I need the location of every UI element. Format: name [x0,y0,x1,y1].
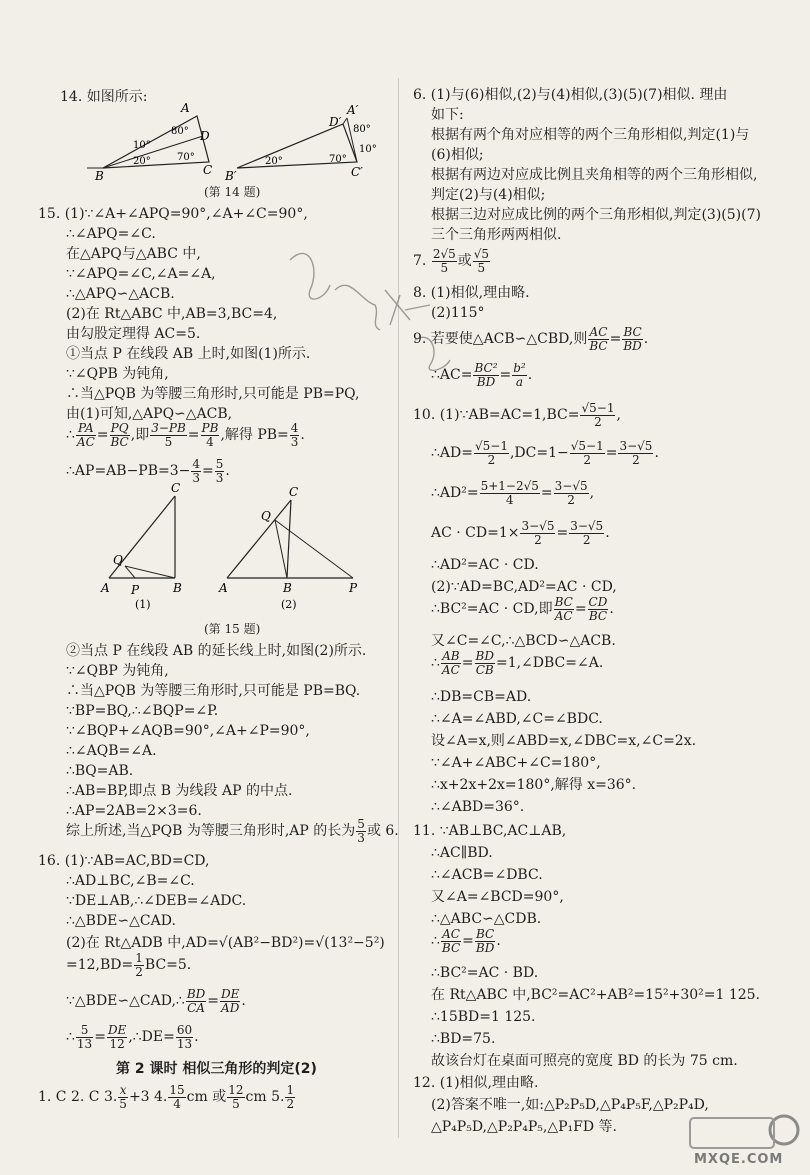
q15-line-13: ∴AP=AB−PB=3− $\frac{4}{3}$ = $\frac{5}{3}$ . [66,456,230,485]
q15-line-12: ∴ $\frac{PA}{AC}$ = $\frac{PQ}{BC}$ ,即 $\frac{3-PB}{5}$ = $\frac{PB}{4}$ ,解得 PB= $\frac{4}{3}$ . [66,420,305,449]
q15-line-4: ∵∠APQ=∠C,∠A=∠A, [66,266,216,282]
q16-line-8: ∴ $\frac{5}{13}$ = $\frac{DE}{12}$ ,∴DE= $\frac{60}{13}$ . [66,1022,199,1051]
fig14-angle-20b: 20° [265,156,283,167]
q16-line-7: ∵△BDE∽△CAD,∴ $\frac{BD}{CA}$ = $\frac{DE}{AD}$ . [66,986,246,1015]
q10-line-13: ∵∠A+∠ABC+∠C=180°, [431,755,601,771]
q15-conclusion: 综上所述,当△PQB 为等腰三角形时,AP 的长为 $\frac{5}{3}$ 或 6. [66,816,399,845]
q16-line-2: ∴AD⊥BC,∠B=∠C. [66,873,195,889]
q15-line-9: ∵∠QPB 为钝角, [66,366,169,382]
q15-case2-line-7: ∴BQ=AB. [66,763,134,779]
q10-line-1: 10. (1)∵AB=AC=1,BC= $\frac{√5-1}{2}$ , [413,400,621,429]
q15-case2-line-8: ∴AB=BP,即点 B 为线段 AP 的中点. [66,783,293,799]
fig14-caption: (第 14 题) [204,185,261,199]
fig15-label-A1: A [101,581,110,595]
q10-line-11: ∴∠A=∠ABD,∠C=∠BDC. [431,711,603,727]
q9-line-1: 9. 若要使△ACB∽△CBD,则 $\frac{AC}{BC}$ = $\frac{BC}{BD}$ . [413,324,649,353]
q8-line-2: (2)115° [431,305,485,321]
fig15-label-P2: P [349,581,358,595]
q15-line-2: ∴∠APQ=∠C. [66,226,156,242]
q10-line-10: ∴DB=CB=AD. [431,689,532,705]
q7-line: 7. $\frac{2√5}{5}$ 或 $\frac{√5}{5}$ [413,246,490,275]
q15-case2-line-2: ∵∠QBP 为钝角, [66,663,169,679]
q10-line-2: ∴AD= $\frac{√5-1}{2}$ ,DC=1− $\frac{√5-1}{2}$ = $\frac{3-√5}{2}$ . [431,438,659,467]
q11-line-4: 又∠A=∠BCD=90°, [431,889,564,905]
q16-line-3: ∵DE⊥AB,∴∠DEB=∠ADC. [66,893,247,909]
q10-line-6: (2)∵AD=BC,AD²=AC · CD, [431,579,617,595]
q12-line-3: △P₄P₅D,△P₂P₄P₅,△P₁FD 等. [431,1119,617,1135]
q8-line-1: 8. (1)相似,理由略. [413,285,530,301]
q15-case2-line-6: ∴∠AQB=∠A. [66,743,157,759]
q15-line-3: 在△APQ与△ABC 中, [66,246,201,262]
q15-line-8: ①当点 P 在线段 AB 上时,如图(1)所示. [66,346,311,362]
q6-line-3: 根据有两个角对应相等的两个三角形相似,判定(1)与 [431,127,750,143]
q16-line-1: 16. (1)∵AB=AC,BD=CD, [38,853,210,869]
fig15-label-n2: (2) [281,598,297,611]
q15-line-10: ∴当△PQB 为等腰三角形时,只可能是 PB=PQ, [66,386,360,402]
fig14-label-A: A [181,102,190,115]
fig14-label-B: B [95,169,104,180]
q11-line-11: 故该台灯在桌面可照亮的宽度 BD 的长为 75 cm. [431,1053,738,1069]
q11-line-9: ∴15BD=1 125. [431,1009,536,1025]
q16-line-6: =12,BD= $\frac{1}{2}$ BC=5. [66,950,192,979]
handwriting-scribble [280,230,460,390]
q15-line-7: 由勾股定理得 AC=5. [66,326,201,342]
figure-14 [85,102,385,180]
q10-line-15: ∴∠ABD=36°. [431,799,525,815]
fig14-angle-10b: 10° [359,144,377,155]
fig14-label-Cp: C′ [351,165,363,179]
fig15-label-P1: P [131,583,140,597]
q11-line-8: 在 Rt△ABC 中,BC²=AC²+AB²=15²+30²=1 125. [431,987,761,1003]
fig15-label-C1: C [171,482,181,495]
q11-line-10: ∴BD=75. [431,1031,496,1047]
q6-line-8: 三个三角形两两相似. [431,227,562,243]
fig14-label-D: D [200,129,210,143]
q15-line-6: (2)在 Rt△ABC 中,AB=3,BC=4, [66,306,278,322]
fig14-angle-20: 20° [133,156,151,167]
q12-line-2: (2)答案不唯一,如:△P₂P₅D,△P₄P₅F,△P₂P₄D, [431,1097,709,1113]
q14-label: 14. 如图所示: [60,89,148,105]
fig15-label-C2: C [289,485,299,499]
q6-line-6: 判定(2)与(4)相似; [431,187,546,203]
fig15-label-B1: B [173,581,182,595]
fig15-label-Q2: Q [261,509,271,523]
q6-line-1: 6. (1)与(6)相似,(2)与(4)相似,(3)(5)(7)相似. 理由 [413,87,728,103]
q9-line-2: ∴AC= $\frac{\text{BC²}}{BD}$ = $\frac{\text{b²}}{a}$ . [431,360,533,389]
q15-line-5: ∴△APQ∽△ACB. [66,286,175,302]
fig15-label-A2: A [219,581,228,595]
q6-line-5: 根据有两边对应成比例且夹角相等的两个三角形相似, [431,167,758,183]
watermark-logo [688,1110,806,1174]
figure-15 [95,482,375,612]
q15-line-11: 由(1)可知,△APQ∽△ACB, [66,406,233,422]
fig14-label-Ap: A′ [347,103,359,117]
q16-line-4: ∴△BDE∽△CAD. [66,913,176,929]
q16-line-5: (2)在 Rt△ADB 中,AD=√(AB²−BD²)=√(13²−5²) [66,935,385,951]
fig14-label-Dp: D′ [329,115,342,129]
fig14-angle-80: 80° [171,126,189,137]
fig14-angle-10: 10° [133,140,151,151]
fig14-angle-70b: 70° [329,154,347,165]
q10-line-3: ∴AD²= $\frac{5+1-2√5}{4}$ = $\frac{3-√5}{2}$ , [431,478,595,507]
q10-line-9: ∴ $\frac{AB}{AC}$ = $\frac{BD}{CB}$ =1,∠DBC=∠A. [431,648,604,677]
q10-line-4: AC · CD=1× $\frac{3-√5}{2}$ = $\frac{3-√5}{2}$ . [431,518,610,547]
q10-line-5: ∴AD²=AC · CD. [431,557,539,573]
answers-line: 1. C 2. C 3. $\frac{x}{5}$ +3 4. $\frac{15}{4}$ cm 或 $\frac{12}{5}$ cm 5. $\frac{1}{2}$ [38,1082,295,1111]
fig15-caption: (第 15 题) [204,622,261,636]
fig14-angle-80b: 80° [353,124,371,135]
q15-case2-line-1: ②当点 P 在线段 AB 的延长线上时,如图(2)所示. [66,643,367,659]
q6-line-4: (6)相似; [431,147,484,163]
q11-line-1: 11. ∵AB⊥BC,AC⊥AB, [413,823,567,839]
q12-line-1: 12. (1)相似,理由略. [413,1075,539,1091]
q11-line-6: ∴ $\frac{AC}{BC}$ = $\frac{BC}{BD}$ . [431,926,501,955]
q10-line-8: 又∠C=∠C,∴△BCD∽△ACB. [431,633,616,649]
q10-line-14: ∴x+2x+2x=180°,解得 x=36°. [431,777,637,793]
fig14-angle-70: 70° [177,152,195,163]
q11-line-3: ∴∠ACB=∠DBC. [431,867,543,883]
q6-line-2: 如下: [431,107,464,123]
q11-line-2: ∴AC∥BD. [431,845,493,861]
q15-case2-line-3: ∴当△PQB 为等腰三角形时,只可能是 PB=BQ. [66,683,361,699]
fig14-label-C: C [203,163,213,177]
fig15-label-Q1: Q [113,553,123,567]
q11-line-7: ∴BC²=AC · BD. [431,965,539,981]
q10-line-12: 设∠A=x,则∠ABD=x,∠DBC=x,∠C=2x. [431,733,697,749]
q15-case2-line-5: ∵∠BQP+∠AQB=90°,∠A+∠P=90°, [66,723,310,739]
watermark-text: MXQE.COM [694,1152,784,1167]
fig15-label-n1: (1) [135,598,151,611]
fig14-label-Bp: B′ [225,169,237,180]
q15-case2-line-4: ∵BP=BQ,∴∠BQP=∠P. [66,703,219,719]
q15-case2-line-9: ∴AP=2AB=2×3=6. [66,803,202,819]
q11-line-5: ∴△ABC∽△CDB. [431,911,542,927]
section-title: 第 2 课时 相似三角形的判定(2) [116,1061,317,1077]
fig15-label-B2: B [283,581,292,595]
q10-line-7: ∴BC²=AC · CD,即 $\frac{BC}{AC}$ = $\frac{CD}{BC}$ . [431,594,614,623]
q6-line-7: 根据三边对应成比例的两个三角形相似,判定(3)(5)(7) [431,207,761,223]
q15-line-1: 15. (1)∵∠A+∠APQ=90°,∠A+∠C=90°, [38,206,308,222]
